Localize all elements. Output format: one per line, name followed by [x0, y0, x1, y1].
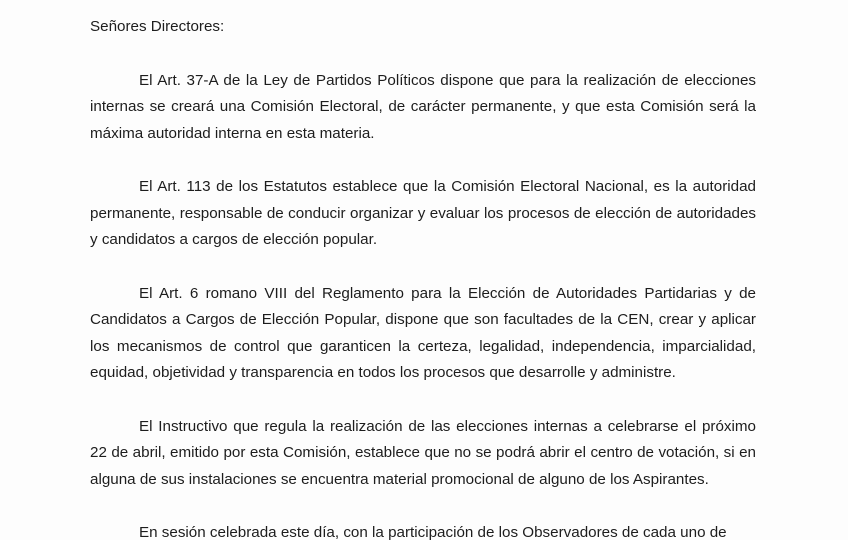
paragraph-art-113: El Art. 113 de los Estatutos establece que la Comisión Electoral Nacional, es la autoridad permanente, responsable de conducir organizar y evaluar los procesos de elección de autoridades y candidatos a cargos de elección popular. — [90, 178, 756, 248]
paragraph-sesion: En sesión celebrada este día, con la participación de los Observadores de cada uno de — [139, 524, 727, 540]
salutation: Señores Directores: — [90, 18, 225, 35]
paragraph-art-6: El Art. 6 romano VIII del Reglamento para la Elección de Autoridades Partidarias y de Candidatos a Cargos de Elección Popular, dispone que son facultades de la CEN, crear y aplicar los mecanismos de control que garanticen la certeza, legalidad, independencia, imparcialidad, equidad, objetividad y transparencia en todos los procesos que desarrolle y administre. — [90, 284, 756, 381]
paragraph-instructivo: El Instructivo que regula la realización de las elecciones internas a celebrarse el próximo 22 de abril, emitido por esta Comisión, establece que no se podrá abrir el centro de votación, si en alguna de sus instalaciones se encuentra material promocional de alguno de los Aspirantes. — [90, 417, 756, 488]
letter-body — [90, 14, 756, 540]
paragraph-art-37a: El Art. 37-A de la Ley de Partidos Políticos dispone que para la realización de elecciones internas se creará una Comisión Electoral, de carácter permanente, y que esta Comisión será la máxima autoridad interna en esta materia. — [90, 71, 756, 142]
